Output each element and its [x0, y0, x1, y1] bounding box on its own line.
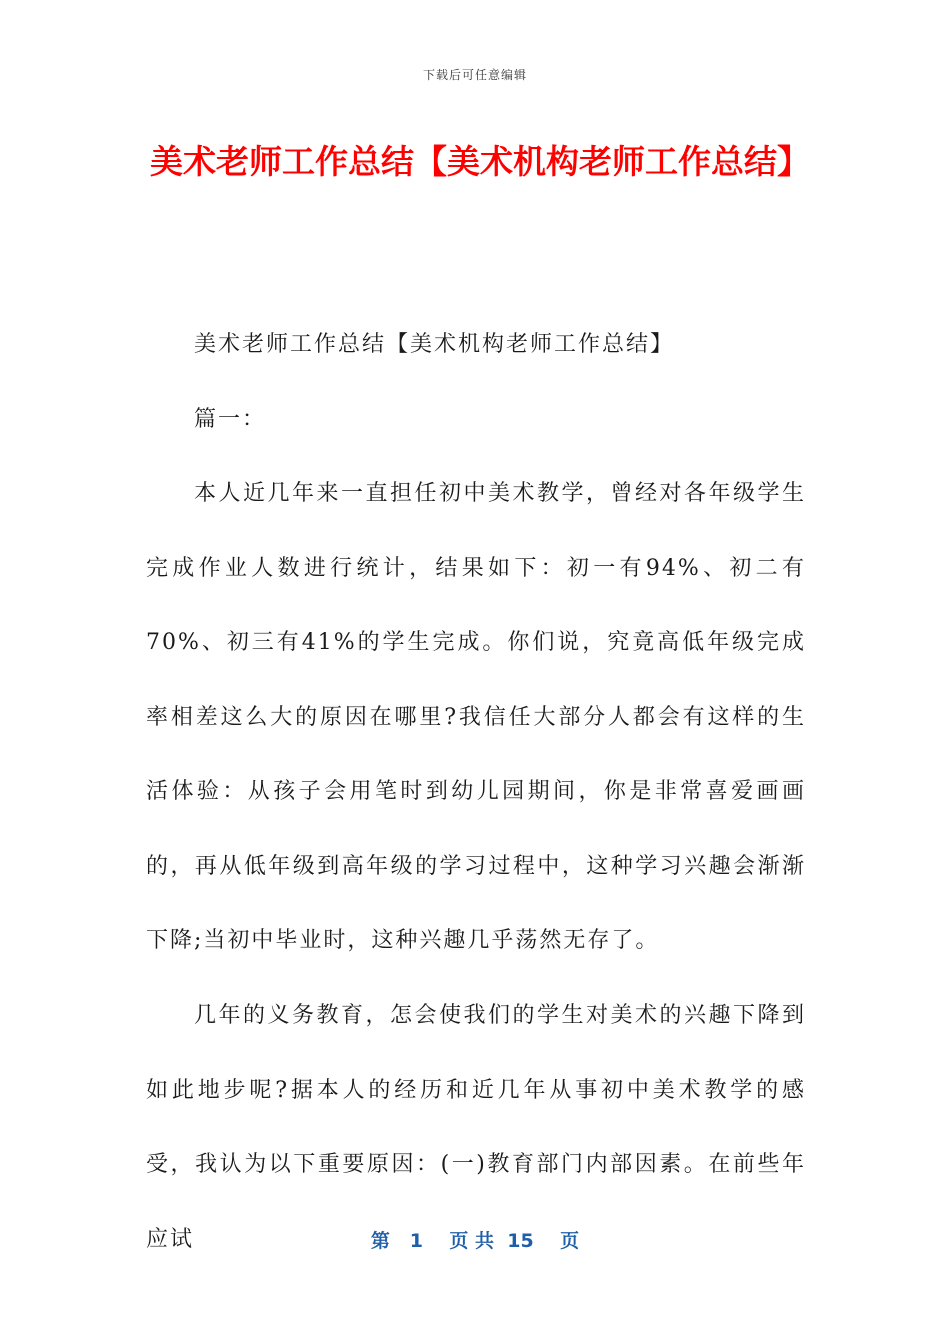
paragraph-body-2: 几年的义务教育，怎会使我们的学生对美术的兴趣下降到如此地步呢?据本人的经历和近几年从事初中美术教学的感受，我认为以下重要原因：(一)教育部门内部因素。在前些年应试: [146, 1003, 806, 1252]
footer-prefix: 第: [370, 1230, 390, 1252]
footer-suffix: 页: [560, 1230, 580, 1252]
page-header-note: 下载后可任意编辑: [422, 68, 527, 82]
current-page-number: 1: [409, 1230, 423, 1252]
paragraph-section-label: 篇一：: [194, 407, 267, 432]
paragraph-body-1: 本人近几年来一直担任初中美术教学，曾经对各年级学生完成作业人数进行统计，结果如下：初一有94%、初二有70%、初三有41%的学生完成。你们说，究竟高低年级完成率相差这么大的原因在哪里?我信任大部分人都会有这样的生活体验：从孩子会用笔时到幼儿园期间，你是非常喜爱画画的，再从低年级到高年级的学习过程中，这种学习兴趣会渐渐下降;当初中毕业时，这种兴趣几乎荡然无存了。: [146, 481, 806, 953]
paragraph-subtitle: 美术老师工作总结【美术机构老师工作总结】: [194, 332, 675, 357]
footer-mid: 页 共: [449, 1230, 495, 1252]
total-pages: 15: [507, 1230, 534, 1252]
document-title: 美术老师工作总结【美术机构老师工作总结】: [150, 142, 810, 181]
page-footer: [0, 1226, 950, 1253]
